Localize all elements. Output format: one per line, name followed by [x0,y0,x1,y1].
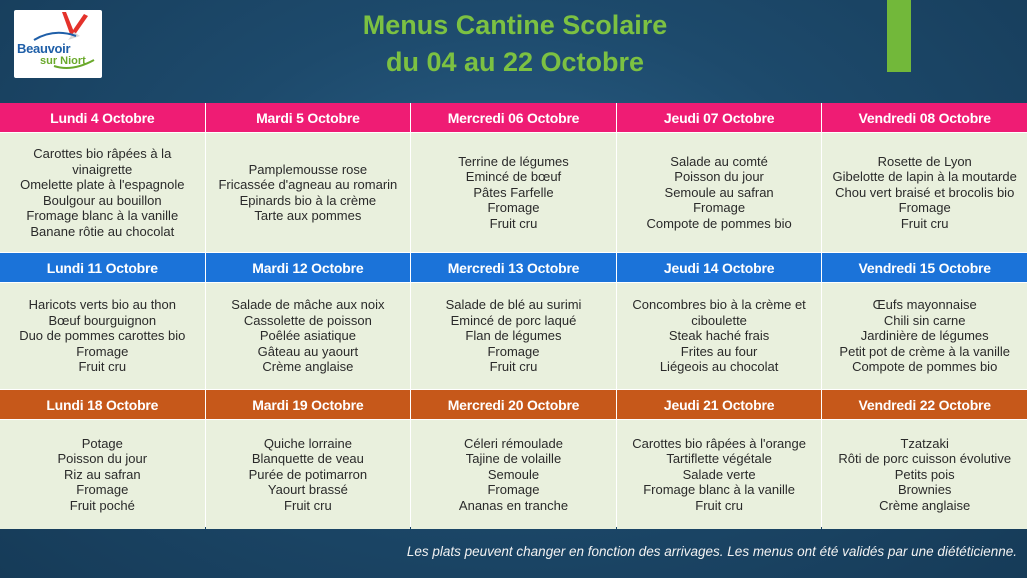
menu-dish: Bœuf bourguignon [48,312,157,328]
menu-dish: Chou vert braisé et brocolis bio [835,184,1015,200]
menu-dish: Purée de potimarron [248,466,368,482]
menu-dish: Fruit cru [695,497,743,513]
menu-dish: Blanquette de veau [251,451,364,467]
menu-grid [0,103,1027,527]
menu-dish: Frites au four [680,343,758,359]
menu-dish: Omelette plate à l'espagnole [20,177,185,192]
menu-dish: Carottes bio râpées à la vinaigrette [33,146,172,177]
day-header: Mercredi 20 Octobre [411,390,616,419]
day-menu [411,133,616,252]
menu-dish: Duo de pommes carottes bio [19,328,186,344]
menu-dish: Semoule au safran [664,184,774,200]
menu-dish: Fruit cru [489,215,538,231]
menu-dish: Epinards bio à la crème [239,192,377,208]
menu-dish: Haricots verts bio au thon [28,297,176,313]
menu-dish: Compote de pommes bio [852,359,998,375]
menu-dish: Fromage blanc à la vanille [643,482,795,498]
menu-dish: Carottes bio râpées à l'orange [632,435,806,451]
menu-dish: Chili sin carne [883,312,966,328]
day-menu [206,133,411,252]
menu-dish: Terrine de légumes [458,153,569,169]
day-header: Lundi 18 Octobre [0,390,205,419]
day-menu [206,420,411,529]
menu-dish: Tartiflette végétale [666,451,772,467]
menu-dish: Fromage [487,200,540,216]
day-header: Vendredi 15 Octobre [822,253,1027,282]
menu-dish: Emincé de bœuf [465,169,562,185]
menu-dish: Flan de légumes [465,328,562,344]
menu-dish: Salade de mâche aux noix [231,297,385,313]
menu-dish: Emincé de porc laqué [450,312,577,328]
menu-dish: Gâteau au yaourt [257,343,359,359]
menu-dish: Poêlée asiatique [259,328,356,344]
menu-dish: Poisson du jour [57,451,148,467]
footer-note: Les plats peuvent changer en fonction des arrivages. Les menus ont été validés par une diététicienne. [406,544,1017,559]
menu-dish: Poisson du jour [674,169,764,185]
menu-dish: Quiche lorraine [263,435,352,451]
day-header: Mercredi 06 Octobre [411,103,616,132]
page-subtitle: du 04 au 22 Octobre [385,47,645,77]
menu-dish: Compote de pommes bio [646,215,792,231]
menu-dish: Céleri rémoulade [463,435,563,451]
menu-dish: Fromage blanc à la vanille [26,208,179,223]
day-header: Vendredi 22 Octobre [822,390,1027,419]
day-menu [0,133,205,252]
day-menu [617,133,822,252]
day-menu [822,133,1027,252]
menu-dish: Boulgour au bouillon [43,192,162,208]
menu-dish: Rôti de porc cuisson évolutive [838,451,1012,467]
day-menu [411,420,616,529]
menu-dish: Fromage [898,200,951,216]
day-header: Mardi 12 Octobre [206,253,411,282]
day-header: Mercredi 13 Octobre [411,253,616,282]
menu-dish: Gibelotte de lapin à la moutarde [832,169,1017,185]
logo-sub: sur Niort [40,55,86,67]
menu-dish: Rosette de Lyon [877,153,972,169]
day-header: Jeudi 07 Octobre [617,103,822,132]
menu-dish: Fruit cru [489,359,538,375]
logo-name: Beauvoir [17,41,71,56]
menu-dish: Semoule [487,466,540,482]
menu-dish: Petits pois [894,466,955,482]
menu-dish: Pamplemousse rose [248,161,368,177]
menu-dish: Tarte aux pommes [254,208,362,223]
day-header: Mardi 5 Octobre [206,103,411,132]
menu-dish: Fruit cru [284,497,332,513]
menu-dish: Pâtes Farfelle [473,184,554,200]
menu-dish: Fromage [76,482,129,498]
day-menu [0,283,205,389]
menu-dish: Salade au comté [670,153,768,169]
menu-dish: Salade de blé au surimi [445,297,582,313]
day-menu [822,283,1027,389]
page-title: Menus Cantine Scolaire [362,10,668,40]
menu-dish: Fromage [693,200,746,216]
menu-dish: Petit pot de crème à la vanille [839,343,1010,359]
menu-dish: Tzatzaki [900,435,949,451]
menu-dish: Fromage [487,482,540,498]
menu-dish: Crème anglaise [879,497,971,513]
day-menu [617,420,822,529]
menu-dish: Ananas en tranche [458,497,569,513]
day-header: Mardi 19 Octobre [206,390,411,419]
day-header: Jeudi 21 Octobre [617,390,822,419]
day-menu [411,283,616,389]
menu-dish: Yaourt brassé [267,482,348,498]
menu-dish: Fromage [487,343,540,359]
day-menu [206,283,411,389]
menu-dish: Œufs mayonnaise [872,297,977,313]
menu-dish: Fricassée d'agneau au romarin [218,177,398,192]
day-menu [617,283,822,389]
menu-dish: Crème anglaise [262,359,354,375]
logo [14,10,102,78]
day-header: Lundi 11 Octobre [0,253,205,282]
day-header: Vendredi 08 Octobre [822,103,1027,132]
menu-dish: Fromage [76,343,129,359]
menu-dish: Banane rôtie au chocolat [30,223,175,239]
menu-dish: Steak haché frais [668,328,770,344]
menu-dish: Salade verte [682,466,756,482]
menu-dish: Liégeois au chocolat [659,359,779,375]
menu-dish: Concombres bio à la crème et ciboulette [632,297,806,328]
menu-dish: Cassolette de poisson [243,312,372,328]
menu-dish: Tajine de volaille [465,451,562,467]
day-menu [822,420,1027,529]
menu-dish: Potage [81,435,123,451]
day-header: Jeudi 14 Octobre [617,253,822,282]
day-header: Lundi 4 Octobre [0,103,205,132]
menu-dish: Brownies [897,482,952,498]
decorative-tab [887,0,911,72]
menu-dish: Fruit cru [78,359,127,375]
day-menu [0,420,205,529]
menu-dish: Fruit cru [900,215,949,231]
menu-dish: Riz au safran [64,466,141,482]
menu-dish: Fruit poché [69,497,135,513]
menu-dish: Jardinière de légumes [860,328,989,344]
